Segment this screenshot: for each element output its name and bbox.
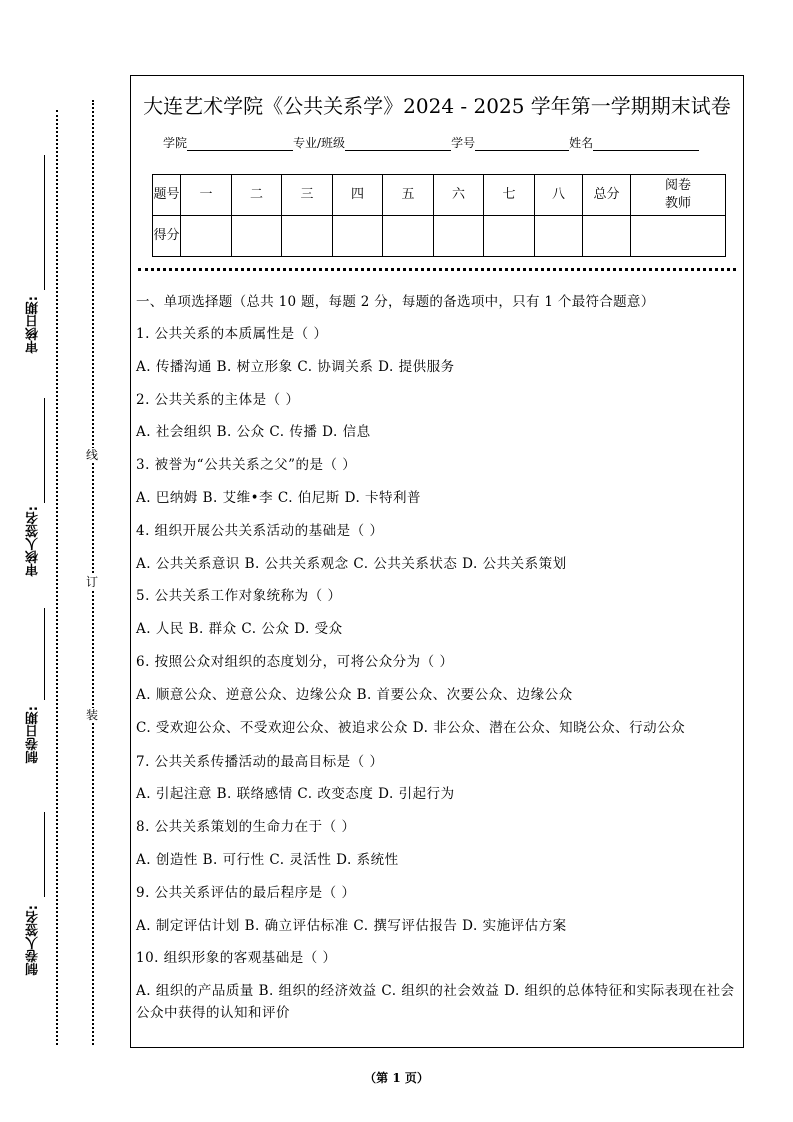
- question-stem: 5. 公共关系工作对象统称为（ ）: [136, 588, 342, 605]
- review-date-line: [44, 155, 45, 290]
- college-label: 学院: [163, 136, 188, 150]
- score-table-col: 二: [232, 175, 282, 216]
- score-table-col-total: 总分: [583, 175, 631, 216]
- college-field[interactable]: [187, 136, 293, 151]
- score-table-col: 八: [535, 175, 583, 216]
- question-options: A. 传播沟通 B. 树立形象 C. 协调关系 D. 提供服务: [136, 358, 455, 375]
- score-cell[interactable]: [434, 216, 484, 257]
- question-options: A. 公共关系意识 B. 公共关系观念 C. 公共关系状态 D. 公共关系策划: [136, 555, 567, 572]
- score-cell[interactable]: [484, 216, 535, 257]
- binding-mark-ding: 订: [86, 575, 99, 589]
- question-options: A. 引起注意 B. 联络感情 C. 改变态度 D. 引起行为: [136, 786, 455, 803]
- score-cell[interactable]: [181, 216, 232, 257]
- maker-signature-label: 制卷人签名:: [26, 905, 41, 976]
- question-options: A. 人民 B. 群众 C. 公众 D. 受众: [136, 621, 343, 638]
- review-date-label: 审核日期:: [26, 296, 41, 354]
- score-cell[interactable]: [383, 216, 434, 257]
- exam-title: 大连艺术学院《公共关系学》2024 - 2025 学年第一学期期末试卷: [143, 94, 731, 118]
- major-class-label: 专业/班级: [293, 136, 346, 150]
- make-date-line: [44, 608, 45, 700]
- name-field[interactable]: [593, 136, 699, 151]
- reviewer-signature-label: 审核人签名:: [26, 506, 41, 577]
- question-stem: 2. 公共关系的主体是（ ）: [136, 391, 300, 408]
- score-table-col: 三: [282, 175, 333, 216]
- question-options: A. 组织的产品质量 B. 组织的经济效益 C. 组织的社会效益 D. 组织的总体特征和实际表现在社会公众中获得的认知和评价: [136, 983, 735, 1022]
- score-table-header-question-no: 题号: [153, 175, 181, 216]
- question-stem: 3. 被誉为“公共关系之父”的是（ ）: [136, 457, 357, 474]
- student-info-row: [163, 134, 699, 151]
- question-stem: 6. 按照公众对组织的态度划分，可将公众分为（ ）: [136, 653, 454, 670]
- student-id-field[interactable]: [475, 136, 569, 151]
- dotted-divider: [138, 268, 736, 271]
- question-options: A. 社会组织 B. 公众 C. 传播 D. 信息: [136, 424, 371, 441]
- question-stem: 7. 公共关系传播活动的最高目标是（ ）: [136, 753, 384, 770]
- question-options: A. 创造性 B. 可行性 C. 灵活性 D. 系统性: [136, 851, 399, 868]
- question-stem: 10. 组织形象的客观基础是（ ）: [136, 950, 337, 967]
- score-table-col: 七: [484, 175, 535, 216]
- binding-mark-xian: 线: [86, 448, 99, 462]
- score-cell[interactable]: [333, 216, 383, 257]
- outer-cut-line: [56, 110, 58, 1045]
- score-table-col: 五: [383, 175, 434, 216]
- major-class-field[interactable]: [345, 136, 451, 151]
- score-cell-total[interactable]: [583, 216, 631, 257]
- question-options: A. 制定评估计划 B. 确立评估标准 C. 撰写评估报告 D. 实施评估方案: [136, 917, 567, 934]
- score-table: [152, 174, 726, 257]
- score-table-col: 六: [434, 175, 484, 216]
- question-stem: 9. 公共关系评估的最后程序是（ ）: [136, 884, 356, 901]
- score-table-header-grader: 阅卷教师: [631, 175, 726, 216]
- score-table-col: 四: [333, 175, 383, 216]
- question-options: C. 受欢迎公众、不受欢迎公众、被追求公众 D. 非公众、潜在公众、知晓公众、行动公众: [136, 719, 686, 736]
- maker-signature-line: [44, 812, 45, 897]
- question-stem: 4. 组织开展公共关系活动的基础是（ ）: [136, 522, 384, 539]
- score-table-col: 一: [181, 175, 232, 216]
- question-stem: 1. 公共关系的本质属性是（ ）: [136, 326, 328, 342]
- page-number: （第 1 页）: [364, 1071, 429, 1085]
- score-cell[interactable]: [535, 216, 583, 257]
- name-label: 姓名: [569, 136, 594, 150]
- binding-dotted-line: [92, 100, 94, 1045]
- question-options: A. 顺意公众、逆意公众、边缘公众 B. 首要公众、次要公众、边缘公众: [136, 686, 573, 703]
- question-options: A. 巴纳姆 B. 艾维•李 C. 伯尼斯 D. 卡特利普: [136, 489, 422, 506]
- grader-cell[interactable]: [631, 216, 726, 257]
- score-cell[interactable]: [282, 216, 333, 257]
- binding-mark-zhuang: 装: [86, 708, 99, 722]
- reviewer-signature-line: [44, 398, 45, 503]
- score-cell[interactable]: [232, 216, 282, 257]
- exam-paper: [130, 75, 744, 1048]
- question-stem: 8. 公共关系策划的生命力在于（ ）: [136, 819, 356, 836]
- make-date-label: 制卷日期:: [26, 706, 41, 764]
- questions-section: [136, 288, 742, 1033]
- section-heading: 一、单项选择题（总共 10 题，每题 2 分，每题的备选项中，只有 1 个最符合题意）: [136, 294, 655, 310]
- student-id-label: 学号: [451, 136, 476, 150]
- score-row-label: 得分: [153, 216, 181, 257]
